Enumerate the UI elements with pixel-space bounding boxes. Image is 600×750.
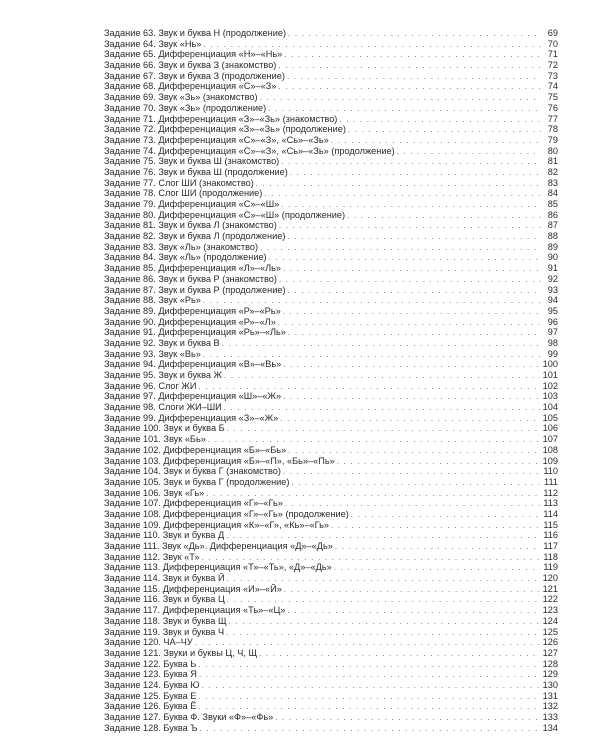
toc-entry-title: Задание 68. Дифференциация «С»–«З» bbox=[104, 81, 277, 92]
toc-entry bbox=[104, 445, 558, 456]
toc-entry-page-number: 125 bbox=[542, 626, 558, 637]
dot-leader bbox=[351, 510, 541, 520]
toc-entry-page-number: 91 bbox=[547, 263, 558, 274]
toc-entry-title: Задание 86. Звук и буква Р (знакомство) bbox=[104, 273, 277, 284]
toc-entry-title: Задание 83. Звук «Ль» (знакомство) bbox=[104, 241, 259, 252]
toc-entry-title: Задание 124. Буква Ю bbox=[104, 679, 200, 690]
toc-entry-title: Задание 76. Звук и буква Ш (продолжение) bbox=[104, 166, 288, 177]
toc-entry bbox=[104, 349, 558, 360]
dot-leader bbox=[268, 104, 541, 114]
dot-leader bbox=[198, 660, 539, 670]
toc-entry-title: Задание 99. Дифференциация «З»–«Ж» bbox=[104, 412, 279, 423]
dot-leader bbox=[203, 296, 541, 306]
toc-entry-page-number: 83 bbox=[547, 177, 558, 188]
toc-entry-title: Задание 112. Звук «Т» bbox=[104, 551, 200, 562]
toc-entry-title: Задание 96. Слог ЖИ bbox=[104, 380, 197, 391]
toc-entry-title: Задание 77. Слог ШИ (знакомство) bbox=[104, 177, 254, 188]
toc-entry-title: Задание 114. Звук и буква Й bbox=[104, 573, 225, 584]
toc-entry-page-number: 78 bbox=[547, 124, 558, 135]
toc-entry-title: Задание 92. Звук и буква В bbox=[104, 337, 220, 348]
toc-entry-page-number: 117 bbox=[543, 541, 558, 551]
toc-entry-page-number: 133 bbox=[542, 712, 558, 722]
toc-entry-title: Задание 79. Дифференциация «С»–«Ш» bbox=[104, 199, 280, 209]
toc-entry-title: Задание 106. Звук «Гь» bbox=[104, 487, 205, 498]
toc-entry bbox=[104, 146, 558, 157]
toc-entry-title: Задание 75. Звук и буква Ш (знакомство) bbox=[104, 156, 280, 167]
toc-entry bbox=[104, 306, 558, 317]
toc-entry-title: Задание 70. Звук «Зь» (продолжение) bbox=[104, 102, 267, 113]
toc-entry bbox=[104, 381, 558, 392]
toc-entry-title: Задание 121. Звуки и буквы Ц, Ч, Щ bbox=[104, 647, 258, 658]
toc-entry-page-number: 84 bbox=[547, 188, 558, 199]
toc-entry bbox=[104, 594, 558, 605]
toc-entry-title: Задание 71. Дифференциация «З»–«Зь» (знакомство) bbox=[104, 113, 338, 124]
toc-entry-title: Задание 80. Дифференциация «С»–«Ш» (продолжение) bbox=[104, 209, 346, 220]
toc-entry bbox=[104, 178, 558, 189]
toc-entry-page-number: 128 bbox=[542, 658, 558, 669]
dot-leader bbox=[199, 670, 540, 680]
toc-entry-page-number: 102 bbox=[542, 380, 558, 391]
toc-entry-title: Задание 87. Звук и буква Р (продолжение) bbox=[104, 284, 286, 295]
toc-entry bbox=[104, 477, 558, 488]
dot-leader bbox=[208, 435, 540, 445]
toc-entry-page-number: 89 bbox=[547, 241, 558, 252]
toc-entry bbox=[104, 701, 558, 712]
toc-entry-page-number: 122 bbox=[542, 594, 558, 605]
dot-leader bbox=[224, 371, 540, 381]
toc-entry-title: Задание 111. Звук «Дь». Дифференциация «Д»–«Дь» bbox=[104, 541, 333, 551]
dot-leader bbox=[278, 318, 541, 328]
toc-entry bbox=[104, 274, 558, 285]
dot-leader bbox=[283, 392, 540, 402]
toc-entry-page-number: 77 bbox=[547, 113, 558, 124]
toc-entry-page-number: 124 bbox=[542, 615, 558, 626]
dot-leader bbox=[331, 136, 541, 146]
toc-entry-title: Задание 118. Звук и буква Щ bbox=[104, 615, 227, 626]
toc-entry-page-number: 87 bbox=[547, 220, 558, 231]
dot-leader bbox=[222, 339, 541, 349]
dot-leader bbox=[347, 211, 541, 221]
dot-leader bbox=[283, 264, 541, 274]
toc-entry-page-number: 130 bbox=[542, 679, 558, 690]
toc-entry-page-number: 85 bbox=[547, 199, 558, 209]
dot-leader bbox=[227, 424, 540, 434]
toc-entry-title: Задание 122. Буква Ь bbox=[104, 658, 197, 669]
dot-leader bbox=[339, 115, 541, 125]
toc-entry bbox=[104, 562, 558, 573]
toc-entry-title: Задание 110. Звук и буква Д bbox=[104, 530, 225, 541]
toc-entry bbox=[104, 669, 558, 680]
toc-entry-title: Задание 65. Дифференциация «Н»–«Нь» bbox=[104, 49, 283, 60]
toc-entry-page-number: 120 bbox=[542, 573, 558, 584]
toc-entry bbox=[104, 295, 558, 306]
toc-entry-page-number: 104 bbox=[542, 402, 558, 413]
toc-entry-title: Задание 109. Дифференциация «К»–«Г», «Кь»–«Гь» bbox=[104, 519, 330, 530]
toc-entry-title: Задание 72. Дифференциация «З»–«Зь» (продолжение) bbox=[104, 124, 346, 135]
toc-entry-page-number: 95 bbox=[547, 305, 558, 316]
toc-entry-page-number: 96 bbox=[547, 316, 558, 327]
toc-entry-page-number: 118 bbox=[543, 551, 558, 562]
toc-entry-title: Задание 102. Дифференциация «Б»–«Бь» bbox=[104, 444, 287, 455]
toc-entry bbox=[104, 627, 558, 638]
dot-leader bbox=[278, 82, 541, 92]
toc-entry bbox=[104, 263, 558, 274]
toc-entry-page-number: 113 bbox=[543, 498, 558, 509]
toc-entry bbox=[104, 210, 558, 221]
dot-leader bbox=[260, 243, 541, 253]
toc-entry-title: Задание 91. Дифференциация «Рь»–«Ль» bbox=[104, 327, 286, 338]
toc-entry-title: Задание 97. Дифференциация «Ш»–«Ж» bbox=[104, 391, 282, 402]
toc-entry bbox=[104, 60, 558, 71]
dot-leader bbox=[279, 221, 541, 231]
toc-entry bbox=[104, 723, 558, 734]
toc-entry bbox=[104, 135, 558, 146]
dot-leader bbox=[269, 253, 541, 263]
toc-entry bbox=[104, 605, 558, 616]
dot-leader bbox=[202, 681, 540, 691]
toc-entry-page-number: 134 bbox=[542, 722, 558, 733]
toc-entry-page-number: 112 bbox=[543, 487, 558, 498]
toc-entry-title: Задание 73. Дифференциация «С»–«З», «Сь»–«Зь» bbox=[104, 134, 329, 145]
toc-entry bbox=[104, 413, 558, 424]
toc-entry-page-number: 127 bbox=[542, 647, 558, 658]
toc-entry bbox=[104, 659, 558, 670]
toc-entry bbox=[104, 188, 558, 199]
toc-entry-title: Задание 90. Дифференциация «Р»–«Л» bbox=[104, 316, 276, 327]
dot-leader bbox=[288, 446, 540, 456]
toc-entry bbox=[104, 466, 558, 477]
toc-entry-title: Задание 123. Буква Я bbox=[104, 669, 197, 680]
toc-entry bbox=[104, 423, 558, 434]
toc-entry-page-number: 80 bbox=[547, 145, 558, 156]
toc-entry bbox=[104, 103, 558, 114]
toc-entry-title: Задание 89. Дифференциация «Р»–«Рь» bbox=[104, 305, 281, 316]
dot-leader bbox=[284, 585, 540, 595]
toc-entry-page-number: 111 bbox=[544, 476, 558, 487]
toc-entry-title: Задание 105. Звук и буква Г (продолжение) bbox=[104, 476, 290, 487]
toc-entry bbox=[104, 114, 558, 125]
toc-entry bbox=[104, 220, 558, 231]
toc-entry-title: Задание 64. Звук «Нь» bbox=[104, 38, 202, 49]
dot-leader bbox=[264, 189, 541, 199]
table-of-contents bbox=[104, 28, 558, 733]
toc-entry bbox=[104, 637, 558, 648]
toc-entry-page-number: 131 bbox=[542, 690, 558, 701]
toc-entry-page-number: 90 bbox=[547, 252, 558, 263]
toc-entry-title: Задание 78. Слог ШИ (продолжение) bbox=[104, 188, 263, 199]
toc-entry-page-number: 100 bbox=[542, 359, 558, 370]
toc-entry-title: Задание 95. Звук и буква Ж bbox=[104, 370, 222, 380]
toc-entry-page-number: 114 bbox=[543, 508, 558, 519]
dot-leader bbox=[287, 232, 541, 242]
toc-entry-page-number: 98 bbox=[547, 337, 558, 348]
toc-entry-title: Задание 103. Дифференциация «Б»–«П», «Бь»–«Пь» bbox=[104, 455, 335, 466]
toc-entry bbox=[104, 370, 558, 381]
dot-leader bbox=[287, 606, 539, 616]
toc-entry-title: Задание 85. Дифференциация «Л»–«Ль» bbox=[104, 263, 282, 274]
dot-leader bbox=[229, 617, 540, 627]
toc-entry-page-number: 123 bbox=[542, 605, 558, 616]
toc-entry bbox=[104, 156, 558, 167]
dot-leader bbox=[337, 457, 540, 467]
dot-leader bbox=[199, 382, 540, 392]
toc-entry-title: Задание 101. Звук «Бь» bbox=[104, 434, 206, 445]
dot-leader bbox=[283, 360, 539, 370]
toc-entry bbox=[104, 520, 558, 531]
toc-entry bbox=[104, 488, 558, 499]
toc-entry-title: Задание 74. Дифференциация «С»–«З», «Сь»–«Зь» (продолжение) bbox=[104, 145, 395, 156]
dot-leader bbox=[285, 499, 540, 509]
toc-entry bbox=[104, 81, 558, 92]
toc-entry-title: Задание 108. Дифференциация «Г»–«Гь» (продолжение) bbox=[104, 508, 349, 519]
toc-entry-title: Задание 120. ЧА–ЧУ bbox=[104, 637, 193, 648]
toc-entry bbox=[104, 39, 558, 50]
toc-entry bbox=[104, 456, 558, 467]
toc-entry-title: Задание 115. Дифференциация «И»–«Й» bbox=[104, 583, 282, 594]
toc-entry-page-number: 107 bbox=[542, 434, 558, 445]
toc-entry bbox=[104, 616, 558, 627]
toc-entry-page-number: 73 bbox=[547, 70, 558, 81]
toc-entry-page-number: 94 bbox=[547, 295, 558, 306]
toc-entry-page-number: 110 bbox=[543, 466, 558, 477]
toc-entry-title: Задание 104. Звук и буква Г (знакомство) bbox=[104, 466, 281, 477]
toc-entry-page-number: 101 bbox=[542, 370, 558, 380]
toc-entry bbox=[104, 252, 558, 263]
toc-entry-title: Задание 67. Звук и буква З (продолжение) bbox=[104, 70, 285, 81]
dot-leader bbox=[226, 531, 540, 541]
dot-leader bbox=[291, 478, 541, 488]
toc-entry bbox=[104, 552, 558, 563]
toc-entry-page-number: 106 bbox=[542, 423, 558, 434]
toc-entry bbox=[104, 28, 558, 39]
dot-leader bbox=[203, 40, 541, 50]
toc-entry bbox=[104, 584, 558, 595]
toc-entry-page-number: 71 bbox=[547, 49, 558, 60]
toc-entry-page-number: 86 bbox=[547, 209, 558, 220]
toc-entry bbox=[104, 402, 558, 413]
dot-leader bbox=[284, 50, 541, 60]
toc-entry bbox=[104, 680, 558, 691]
toc-entry-page-number: 105 bbox=[542, 412, 558, 423]
dot-leader bbox=[227, 574, 540, 584]
toc-entry-title: Задание 128. Буква Ъ bbox=[104, 722, 198, 733]
toc-entry-page-number: 88 bbox=[547, 231, 558, 242]
dot-leader bbox=[287, 72, 541, 82]
toc-entry-title: Задание 126. Буква Ё bbox=[104, 701, 197, 712]
dot-leader bbox=[283, 467, 540, 477]
toc-entry-page-number: 121 bbox=[542, 583, 558, 594]
toc-entry bbox=[104, 338, 558, 349]
toc-entry-title: Задание 113. Дифференциация «Т»–«Ть», «Д»–«Дь» bbox=[104, 562, 332, 573]
dot-leader bbox=[290, 168, 541, 178]
toc-entry bbox=[104, 391, 558, 402]
toc-entry bbox=[104, 712, 558, 723]
dot-leader bbox=[280, 414, 539, 424]
toc-entry-page-number: 82 bbox=[547, 166, 558, 177]
toc-entry-title: Задание 88. Звук «Рь» bbox=[104, 295, 201, 306]
toc-entry-title: Задание 127. Буква Ф. Звуки «Ф»–«Фь» bbox=[104, 712, 274, 722]
dot-leader bbox=[288, 286, 541, 296]
toc-entry bbox=[104, 530, 558, 541]
toc-entry bbox=[104, 242, 558, 253]
toc-entry bbox=[104, 509, 558, 520]
dot-leader bbox=[256, 179, 541, 189]
toc-entry-title: Задание 84. Звук «Ль» (продолжение) bbox=[104, 252, 267, 263]
toc-entry-page-number: 129 bbox=[542, 669, 558, 680]
toc-entry bbox=[104, 691, 558, 702]
toc-entry-page-number: 72 bbox=[547, 60, 558, 71]
toc-entry bbox=[104, 167, 558, 178]
toc-entry bbox=[104, 648, 558, 659]
toc-entry bbox=[104, 541, 558, 552]
toc-entry-page-number: 132 bbox=[542, 701, 558, 712]
dot-leader bbox=[226, 628, 540, 638]
toc-entry-title: Задание 66. Звук и буква З (знакомство) bbox=[104, 60, 277, 71]
toc-entry-page-number: 109 bbox=[542, 455, 558, 466]
toc-entry bbox=[104, 285, 558, 296]
toc-entry-page-number: 93 bbox=[547, 284, 558, 295]
dot-leader bbox=[279, 275, 541, 285]
toc-entry-page-number: 70 bbox=[547, 38, 558, 49]
toc-entry-title: Задание 69. Звук «Зь» (знакомство) bbox=[104, 92, 258, 103]
dot-leader bbox=[348, 125, 541, 135]
toc-entry-title: Задание 107. Дифференциация «Г»–«Гь» bbox=[104, 498, 283, 509]
toc-entry bbox=[104, 71, 558, 82]
toc-entry-title: Задание 63. Звук и буква Н (продолжение) bbox=[104, 28, 287, 38]
toc-entry bbox=[104, 124, 558, 135]
dot-leader bbox=[198, 692, 539, 702]
toc-entry-page-number: 76 bbox=[547, 102, 558, 113]
toc-entry-title: Задание 93. Звук «Вь» bbox=[104, 348, 201, 359]
dot-leader bbox=[397, 147, 541, 157]
toc-entry bbox=[104, 231, 558, 242]
toc-entry-title: Задание 94. Дифференциация «В»–«Вь» bbox=[104, 359, 282, 370]
dot-leader bbox=[203, 350, 541, 360]
toc-entry-page-number: 79 bbox=[547, 134, 558, 145]
toc-entry-title: Задание 117. Дифференциация «Ть»–«Ц» bbox=[104, 605, 286, 616]
dot-leader bbox=[335, 542, 540, 552]
dot-leader bbox=[275, 713, 539, 723]
dot-leader bbox=[288, 328, 541, 338]
dot-leader bbox=[334, 563, 541, 573]
toc-entry bbox=[104, 498, 558, 509]
dot-leader bbox=[200, 724, 540, 734]
toc-entry-title: Задание 119. Звук и буква Ч bbox=[104, 626, 225, 637]
toc-entry-title: Задание 100. Звук и буква Б bbox=[104, 423, 225, 434]
dot-leader bbox=[281, 157, 541, 167]
toc-entry-title: Задание 98. Слоги ЖИ–ШИ bbox=[104, 402, 222, 413]
toc-entry-page-number: 69 bbox=[547, 28, 558, 38]
toc-entry-page-number: 119 bbox=[543, 562, 558, 573]
toc-entry-title: Задание 81. Звук и буква Л (знакомство) bbox=[104, 220, 277, 231]
toc-entry-page-number: 74 bbox=[547, 81, 558, 92]
toc-entry-page-number: 75 bbox=[547, 92, 558, 103]
toc-entry-page-number: 97 bbox=[547, 327, 558, 338]
toc-entry bbox=[104, 49, 558, 60]
dot-leader bbox=[260, 93, 541, 103]
toc-entry bbox=[104, 92, 558, 103]
toc-entry-page-number: 116 bbox=[543, 530, 558, 541]
toc-entry-page-number: 92 bbox=[547, 273, 558, 284]
dot-leader bbox=[198, 702, 539, 712]
dot-leader bbox=[281, 200, 541, 210]
toc-entry bbox=[104, 317, 558, 328]
dot-leader bbox=[195, 638, 540, 648]
dot-leader bbox=[206, 489, 540, 499]
toc-entry-page-number: 115 bbox=[543, 519, 558, 530]
toc-entry-page-number: 126 bbox=[542, 637, 558, 648]
toc-entry-title: Задание 125. Буква Е bbox=[104, 690, 197, 701]
toc-entry-page-number: 99 bbox=[547, 348, 558, 359]
toc-entry-title: Задание 82. Звук и буква Л (продолжение) bbox=[104, 231, 286, 242]
toc-entry-title: Задание 116. Звук и буква Ц bbox=[104, 594, 225, 605]
dot-leader bbox=[202, 553, 541, 563]
toc-entry-page-number: 81 bbox=[547, 156, 558, 167]
dot-leader bbox=[227, 595, 540, 605]
toc-entry bbox=[104, 327, 558, 338]
dot-leader bbox=[331, 521, 540, 531]
toc-entry bbox=[104, 573, 558, 584]
dot-leader bbox=[288, 29, 541, 39]
toc-entry bbox=[104, 199, 558, 210]
toc-entry-page-number: 108 bbox=[542, 444, 558, 455]
dot-leader bbox=[259, 649, 540, 659]
dot-leader bbox=[278, 61, 541, 71]
dot-leader bbox=[224, 403, 540, 413]
toc-entry bbox=[104, 434, 558, 445]
toc-entry bbox=[104, 359, 558, 370]
toc-entry-page-number: 103 bbox=[542, 391, 558, 402]
dot-leader bbox=[283, 307, 541, 317]
